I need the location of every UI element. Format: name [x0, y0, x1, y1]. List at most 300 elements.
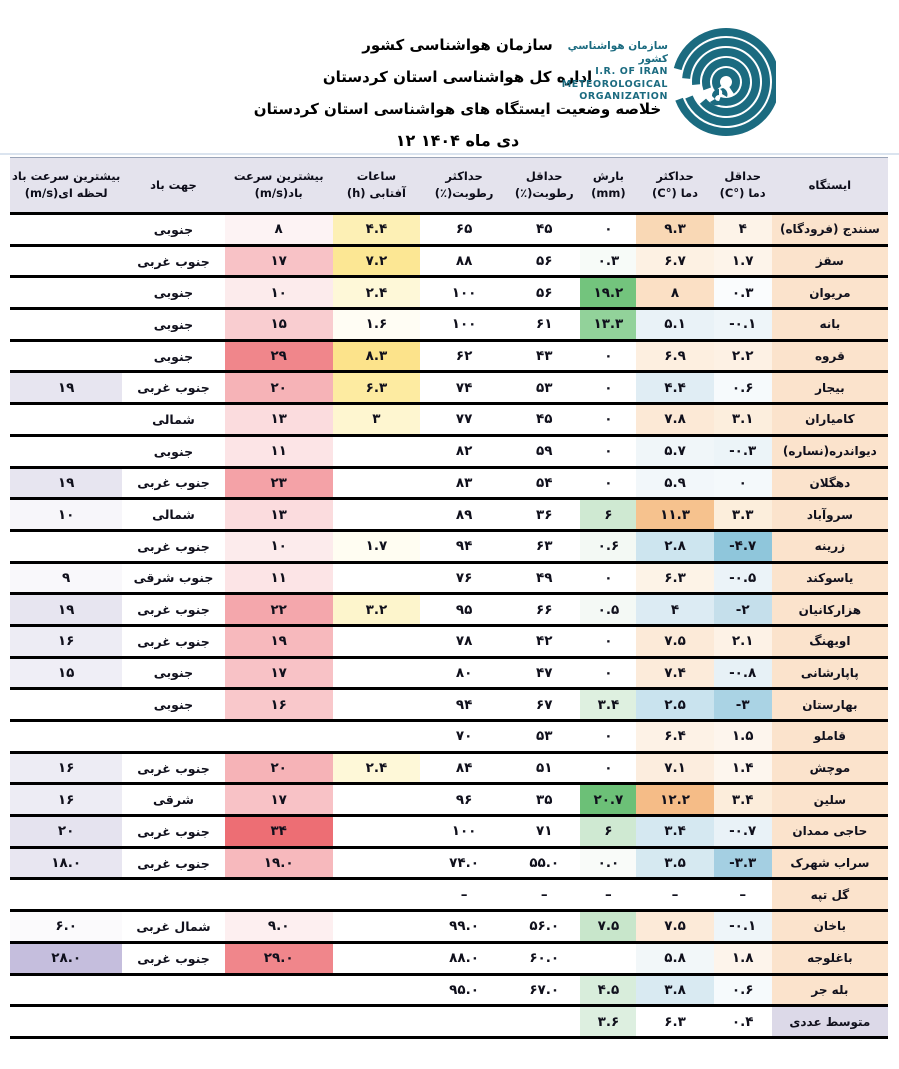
- station-name: قاملو: [772, 721, 888, 753]
- cell-gust: ۱۸.۰: [10, 847, 122, 879]
- cell-precip: ۶: [580, 816, 636, 848]
- cell-tmin: ۱.۵: [714, 721, 772, 753]
- cell-rhmin: ۴۲: [508, 625, 580, 657]
- column-header-gust: بیشترین سرعت باد لحظه ای(m/s): [10, 158, 122, 214]
- station-name: بانه: [772, 309, 888, 341]
- cell-sun: [333, 499, 420, 531]
- cell-precip: ۰: [580, 214, 636, 246]
- cell-sun: [333, 435, 420, 467]
- table-header-row: [10, 158, 888, 214]
- org-name: سازمان هواشناسی کشور: [362, 36, 553, 54]
- cell-gust: [10, 435, 122, 467]
- cell-tmin: ۰: [714, 467, 772, 499]
- cell-wind: ۲۹: [225, 340, 333, 372]
- cell-wind: ۱۱: [225, 562, 333, 594]
- cell-dir: شمالی: [122, 404, 224, 436]
- cell-rhmax: ۹۹.۰: [420, 911, 508, 943]
- cell-tmax: ۲.۸: [636, 530, 713, 562]
- cell-sun: ۴.۴: [333, 214, 420, 246]
- table-row: [10, 214, 888, 246]
- cell-precip: ۱۳.۳: [580, 309, 636, 341]
- cell-wind: ۱۹: [225, 625, 333, 657]
- cell-rhmin: ۵۳: [508, 372, 580, 404]
- table-row: [10, 974, 888, 1006]
- station-name: باخان: [772, 911, 888, 943]
- station-name: قروه: [772, 340, 888, 372]
- cell-tmax: ۹.۳: [636, 214, 713, 246]
- station-name: بله جر: [772, 974, 888, 1006]
- table-row: [10, 879, 888, 911]
- cell-sun: ۲.۴: [333, 752, 420, 784]
- cell-precip: ۶: [580, 499, 636, 531]
- cell-tmin: ۲.۲: [714, 340, 772, 372]
- cell-tmin: ۱.۸: [714, 942, 772, 974]
- station-name: باغلوجه: [772, 942, 888, 974]
- column-header-precip: بارش (mm): [580, 158, 636, 214]
- cell-rhmax: [420, 1006, 508, 1038]
- cell-tmax: ۲.۵: [636, 689, 713, 721]
- cell-tmax: ۳.۴: [636, 816, 713, 848]
- cell-gust: [10, 404, 122, 436]
- cell-rhmin: ۵۳: [508, 721, 580, 753]
- station-name: سراب شهرک: [772, 847, 888, 879]
- cell-sun: ۸.۳: [333, 340, 420, 372]
- table-row: [10, 467, 888, 499]
- cell-rhmax: ۷۴: [420, 372, 508, 404]
- cell-wind: ۲۲: [225, 594, 333, 626]
- cell-dir: جنوب غربی: [122, 245, 224, 277]
- cell-dir: جنوب غربی: [122, 594, 224, 626]
- cell-precip: ۰: [580, 340, 636, 372]
- table-container: [10, 157, 888, 1039]
- cell-tmin: -۰.۵: [714, 562, 772, 594]
- cell-wind: ۸: [225, 214, 333, 246]
- column-header-tmax: حداکثر دما (°C): [636, 158, 713, 214]
- cell-wind: ۱۱: [225, 435, 333, 467]
- cell-sun: [333, 816, 420, 848]
- cell-rhmax: ۹۴: [420, 530, 508, 562]
- cell-sun: [333, 625, 420, 657]
- table-row: [10, 530, 888, 562]
- cell-wind: ۲۰: [225, 372, 333, 404]
- cell-tmax: ۴: [636, 594, 713, 626]
- cell-dir: جنوبی: [122, 657, 224, 689]
- cell-rhmax: ۹۴: [420, 689, 508, 721]
- table-row: [10, 847, 888, 879]
- cell-rhmax: ۷۸: [420, 625, 508, 657]
- cell-tmax: ۱۱.۳: [636, 499, 713, 531]
- cell-precip: ۳.۶: [580, 1006, 636, 1038]
- cell-dir: جنوبی: [122, 277, 224, 309]
- cell-gust: ۲۰: [10, 816, 122, 848]
- cell-tmax: ۷.۵: [636, 911, 713, 943]
- cell-tmax: ۵.۹: [636, 467, 713, 499]
- cell-tmin: -۴.۷: [714, 530, 772, 562]
- cell-gust: [10, 879, 122, 911]
- cell-tmax: ۵.۸: [636, 942, 713, 974]
- cell-precip: ۱۹.۲: [580, 277, 636, 309]
- table-row: [10, 499, 888, 531]
- cell-tmin: ۴: [714, 214, 772, 246]
- cell-tmax: ۷.۸: [636, 404, 713, 436]
- cell-tmax: ۶.۹: [636, 340, 713, 372]
- column-header-rhmax: حداکثر رطوبت(٪): [420, 158, 508, 214]
- imo-logo-en-line1: I.R. OF IRAN: [595, 66, 668, 78]
- cell-rhmin: ۴۵: [508, 214, 580, 246]
- cell-dir: جنوبی: [122, 309, 224, 341]
- cell-precip: ۷.۵: [580, 911, 636, 943]
- cell-rhmax: ۹۵.۰: [420, 974, 508, 1006]
- cell-tmin: ۰.۳: [714, 277, 772, 309]
- cell-tmax: ۵.۷: [636, 435, 713, 467]
- cell-sun: [333, 657, 420, 689]
- cell-gust: [10, 277, 122, 309]
- column-header-station: ایستگاه: [772, 158, 888, 214]
- cell-dir: جنوب غربی: [122, 530, 224, 562]
- column-header-tmin: حداقل دما (°C): [714, 158, 772, 214]
- cell-rhmin: ۶۰.۰: [508, 942, 580, 974]
- cell-dir: جنوب شرقی: [122, 562, 224, 594]
- cell-gust: [10, 974, 122, 1006]
- cell-gust: [10, 721, 122, 753]
- station-name: بیجار: [772, 372, 888, 404]
- cell-wind: ۱۹.۰: [225, 847, 333, 879]
- cell-sun: [333, 911, 420, 943]
- station-name: یاسوکند: [772, 562, 888, 594]
- cell-dir: جنوبی: [122, 340, 224, 372]
- cell-tmin: -۰.۷: [714, 816, 772, 848]
- cell-dir: جنوب غربی: [122, 847, 224, 879]
- cell-rhmin: ۴۷: [508, 657, 580, 689]
- cell-rhmin: ۵۱: [508, 752, 580, 784]
- cell-tmin: ۱.۴: [714, 752, 772, 784]
- cell-tmin: -۰.۱: [714, 309, 772, 341]
- cell-rhmin: [508, 1006, 580, 1038]
- cell-tmin: ۳.۴: [714, 784, 772, 816]
- station-name: مریوان: [772, 277, 888, 309]
- cell-tmax: –: [636, 879, 713, 911]
- station-name: پاپارشانی: [772, 657, 888, 689]
- cell-gust: ۱۰: [10, 499, 122, 531]
- cell-precip: ۰.۰: [580, 847, 636, 879]
- cell-rhmax: ۱۰۰: [420, 816, 508, 848]
- cell-sun: ۳: [333, 404, 420, 436]
- table-row: [10, 277, 888, 309]
- cell-precip: ۰: [580, 657, 636, 689]
- table-row: [10, 752, 888, 784]
- cell-rhmax: –: [420, 879, 508, 911]
- cell-gust: ۱۶: [10, 784, 122, 816]
- cell-tmax: ۳.۸: [636, 974, 713, 1006]
- cell-dir: جنوبی: [122, 214, 224, 246]
- cell-precip: ۴.۵: [580, 974, 636, 1006]
- cell-rhmax: ۷۴.۰: [420, 847, 508, 879]
- cell-tmin: –: [714, 879, 772, 911]
- cell-rhmax: ۸۸: [420, 245, 508, 277]
- cell-gust: ۱۹: [10, 467, 122, 499]
- cell-sun: ۲.۴: [333, 277, 420, 309]
- cell-rhmin: ۴۹: [508, 562, 580, 594]
- cell-tmin: ۰.۶: [714, 372, 772, 404]
- cell-tmax: ۷.۵: [636, 625, 713, 657]
- cell-dir: شمالی: [122, 499, 224, 531]
- cell-gust: [10, 245, 122, 277]
- cell-tmax: ۱۲.۲: [636, 784, 713, 816]
- station-name: اویهنگ: [772, 625, 888, 657]
- cell-tmax: ۷.۴: [636, 657, 713, 689]
- table-row: [10, 562, 888, 594]
- cell-wind: ۲۰: [225, 752, 333, 784]
- station-name: بهارستان: [772, 689, 888, 721]
- table-row: [10, 594, 888, 626]
- cell-gust: [10, 340, 122, 372]
- column-header-wind: بیشترین سرعت باد(m/s): [225, 158, 333, 214]
- station-name: سنندج (فرودگاه): [772, 214, 888, 246]
- cell-precip: [580, 942, 636, 974]
- table-row: [10, 816, 888, 848]
- cell-tmin: -۰.۳: [714, 435, 772, 467]
- cell-precip: ۰.۶: [580, 530, 636, 562]
- imo-logo-fa-text: سازمان هواشناسي كشور: [567, 40, 668, 66]
- cell-tmax: ۶.۷: [636, 245, 713, 277]
- cell-wind: ۱۰: [225, 277, 333, 309]
- cell-dir: [122, 721, 224, 753]
- cell-wind: [225, 721, 333, 753]
- cell-sun: ۳.۲: [333, 594, 420, 626]
- cell-rhmin: ۶۱: [508, 309, 580, 341]
- cell-wind: ۲۹.۰: [225, 942, 333, 974]
- cell-precip: ۰: [580, 467, 636, 499]
- cell-sun: ۷.۲: [333, 245, 420, 277]
- cell-dir: [122, 974, 224, 1006]
- cell-tmin: ۰.۴: [714, 1006, 772, 1038]
- cell-gust: ۶.۰: [10, 911, 122, 943]
- cell-rhmax: ۸۹: [420, 499, 508, 531]
- cell-tmin: ۰.۶: [714, 974, 772, 1006]
- cell-tmin: ۳.۳: [714, 499, 772, 531]
- station-name: سلین: [772, 784, 888, 816]
- cell-tmin: -۳.۳: [714, 847, 772, 879]
- cell-rhmax: ۷۶: [420, 562, 508, 594]
- cell-gust: [10, 309, 122, 341]
- cell-wind: ۱۷: [225, 245, 333, 277]
- cell-gust: [10, 689, 122, 721]
- table-row: [10, 1006, 888, 1038]
- cell-gust: [10, 214, 122, 246]
- cell-sun: [333, 942, 420, 974]
- cell-dir: [122, 1006, 224, 1038]
- cell-rhmax: ۶۵: [420, 214, 508, 246]
- cell-dir: جنوبی: [122, 689, 224, 721]
- cell-wind: ۹.۰: [225, 911, 333, 943]
- station-name: گل تپه: [772, 879, 888, 911]
- cell-rhmin: ۵۴: [508, 467, 580, 499]
- cell-dir: جنوب غربی: [122, 467, 224, 499]
- cell-sun: [333, 562, 420, 594]
- imo-logo-en-line3: ORGANIZATION: [579, 90, 668, 102]
- cell-precip: ۳.۴: [580, 689, 636, 721]
- cell-rhmin: ۴۵: [508, 404, 580, 436]
- cell-tmax: ۵.۱: [636, 309, 713, 341]
- cell-tmax: ۴.۴: [636, 372, 713, 404]
- org-department: اداره کل هواشناسی استان کردستان: [322, 68, 593, 86]
- cell-sun: [333, 689, 420, 721]
- table-row: [10, 657, 888, 689]
- cell-wind: [225, 879, 333, 911]
- cell-rhmax: ۸۲: [420, 435, 508, 467]
- cell-gust: ۱۹: [10, 372, 122, 404]
- cell-sun: [333, 847, 420, 879]
- cell-rhmin: ۵۶: [508, 277, 580, 309]
- cell-precip: ۰: [580, 562, 636, 594]
- cell-tmax: ۷.۱: [636, 752, 713, 784]
- station-name: دهگلان: [772, 467, 888, 499]
- cell-precip: ۰: [580, 752, 636, 784]
- column-header-dir: جهت باد: [122, 158, 224, 214]
- imo-logo-en-line2: METEOROLOGICAL: [561, 78, 668, 90]
- report-date: ۱۲ دی ماه ۱۴۰۴: [395, 131, 520, 150]
- cell-rhmin: ۵۵.۰: [508, 847, 580, 879]
- cell-tmax: ۶.۳: [636, 562, 713, 594]
- cell-wind: ۳۴: [225, 816, 333, 848]
- cell-gust: ۱۶: [10, 752, 122, 784]
- imo-logo-text: [548, 40, 668, 103]
- cell-precip: ۰: [580, 435, 636, 467]
- station-name: هزارکانیان: [772, 594, 888, 626]
- cell-sun: ۱.۷: [333, 530, 420, 562]
- cell-gust: ۱۵: [10, 657, 122, 689]
- cell-wind: ۲۳: [225, 467, 333, 499]
- cell-tmin: -۲: [714, 594, 772, 626]
- cell-gust: ۱۹: [10, 594, 122, 626]
- cell-tmax: ۶.۴: [636, 721, 713, 753]
- cell-wind: ۱۷: [225, 657, 333, 689]
- cell-wind: [225, 974, 333, 1006]
- cell-tmin: ۳.۱: [714, 404, 772, 436]
- cell-sun: ۱.۶: [333, 309, 420, 341]
- cell-tmax: ۶.۳: [636, 1006, 713, 1038]
- column-header-sun: ساعات آفتابی (h): [333, 158, 420, 214]
- station-name: موچش: [772, 752, 888, 784]
- table-row: [10, 404, 888, 436]
- cell-wind: ۱۶: [225, 689, 333, 721]
- station-name: کامیاران: [772, 404, 888, 436]
- cell-precip: ۰: [580, 625, 636, 657]
- cell-dir: جنوب غربی: [122, 625, 224, 657]
- table-row: [10, 309, 888, 341]
- station-name: زرینه: [772, 530, 888, 562]
- cell-dir: جنوب غربی: [122, 372, 224, 404]
- cell-rhmax: ۸۴: [420, 752, 508, 784]
- cell-rhmax: ۶۲: [420, 340, 508, 372]
- cell-precip: ۰: [580, 721, 636, 753]
- cell-rhmin: –: [508, 879, 580, 911]
- cell-rhmin: ۵۹: [508, 435, 580, 467]
- cell-rhmax: ۸۸.۰: [420, 942, 508, 974]
- cell-rhmin: ۳۵: [508, 784, 580, 816]
- cell-rhmax: ۸۳: [420, 467, 508, 499]
- station-name: متوسط عددی: [772, 1006, 888, 1038]
- cell-wind: ۱۳: [225, 404, 333, 436]
- cell-tmax: ۸: [636, 277, 713, 309]
- cell-gust: ۹: [10, 562, 122, 594]
- cell-wind: ۱۵: [225, 309, 333, 341]
- cell-gust: ۱۶: [10, 625, 122, 657]
- cell-dir: جنوبی: [122, 435, 224, 467]
- cell-wind: ۱۳: [225, 499, 333, 531]
- table-row: [10, 942, 888, 974]
- cell-precip: –: [580, 879, 636, 911]
- cell-gust: [10, 530, 122, 562]
- cell-rhmax: ۱۰۰: [420, 309, 508, 341]
- cell-dir: شرقی: [122, 784, 224, 816]
- cell-rhmin: ۷۱: [508, 816, 580, 848]
- header-divider: [0, 153, 899, 155]
- column-header-rhmin: حداقل رطوبت(٪): [508, 158, 580, 214]
- cell-gust: ۲۸.۰: [10, 942, 122, 974]
- cell-gust: [10, 1006, 122, 1038]
- table-row: [10, 625, 888, 657]
- station-name: سقز: [772, 245, 888, 277]
- imo-logo: [548, 26, 776, 144]
- table-row: [10, 784, 888, 816]
- cell-precip: ۰: [580, 404, 636, 436]
- station-name: سروآباد: [772, 499, 888, 531]
- cell-tmin: -۳: [714, 689, 772, 721]
- weather-stations-table: [10, 157, 888, 1039]
- table-row: [10, 340, 888, 372]
- cell-rhmax: ۷۰: [420, 721, 508, 753]
- station-name: دیواندره(نساره): [772, 435, 888, 467]
- cell-dir: جنوب غربی: [122, 752, 224, 784]
- cell-rhmin: ۶۷.۰: [508, 974, 580, 1006]
- cell-sun: [333, 721, 420, 753]
- cell-rhmin: ۳۶: [508, 499, 580, 531]
- cell-tmin: -۰.۸: [714, 657, 772, 689]
- cell-dir: شمال غربی: [122, 911, 224, 943]
- table-row: [10, 689, 888, 721]
- cell-rhmax: ۷۷: [420, 404, 508, 436]
- cell-wind: ۱۷: [225, 784, 333, 816]
- cell-rhmin: ۶۷: [508, 689, 580, 721]
- cell-sun: [333, 467, 420, 499]
- cell-rhmax: ۸۰: [420, 657, 508, 689]
- cell-wind: [225, 1006, 333, 1038]
- cell-rhmax: ۹۶: [420, 784, 508, 816]
- cell-sun: ۶.۳: [333, 372, 420, 404]
- table-row: [10, 245, 888, 277]
- cell-rhmin: ۶۳: [508, 530, 580, 562]
- cell-rhmax: ۱۰۰: [420, 277, 508, 309]
- cell-precip: ۰.۵: [580, 594, 636, 626]
- cell-rhmin: ۵۶: [508, 245, 580, 277]
- cell-tmin: ۱.۷: [714, 245, 772, 277]
- cell-rhmin: ۴۳: [508, 340, 580, 372]
- cell-rhmin: ۵۶.۰: [508, 911, 580, 943]
- cell-tmin: ۲.۱: [714, 625, 772, 657]
- table-row: [10, 721, 888, 753]
- cell-wind: ۱۰: [225, 530, 333, 562]
- cell-precip: ۰.۳: [580, 245, 636, 277]
- cell-precip: ۲۰.۷: [580, 784, 636, 816]
- cell-rhmax: ۹۵: [420, 594, 508, 626]
- cell-dir: [122, 879, 224, 911]
- cell-rhmin: ۶۶: [508, 594, 580, 626]
- cell-sun: [333, 784, 420, 816]
- imo-logo-spiral-icon: [668, 26, 776, 138]
- cell-precip: ۰: [580, 372, 636, 404]
- table-row: [10, 372, 888, 404]
